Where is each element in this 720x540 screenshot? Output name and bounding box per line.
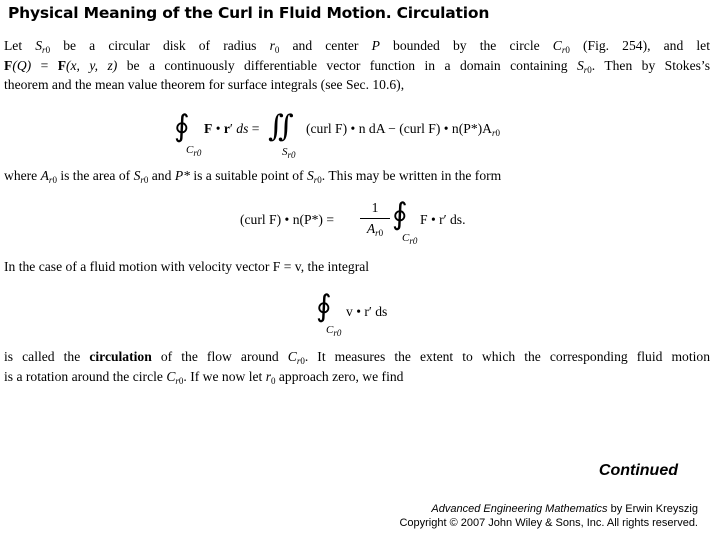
contour-integral-sign-2: ∮ [392, 198, 408, 231]
paragraph-1-line-2: F(Q) = F(x, y, z) be a continuously differentiable vector function in a domain containing $S_{r0}$. Then by Stokes’s [4, 58, 710, 75]
equation-2-integrand: F • r′ ds. [420, 212, 466, 227]
fraction-bar [360, 218, 390, 219]
equation-1-lhs: F • r′ ds = [204, 121, 260, 136]
paragraph-4-line-1: is called the circulation of the flow around $C_{r0}$. It measures the extent to which the corresponding fluid motion [4, 349, 710, 366]
equation-1-rhs: (curl F) • n dA − (curl F) • $n(P*)A_{r0}$ [306, 121, 500, 138]
double-integral-sign: ∬ [268, 110, 294, 143]
contour-integral-sign-3: ∮ [316, 290, 332, 323]
footer-copyright: Copyright © 2007 John Wiley & Sons, Inc. All rights reserved. [399, 517, 698, 529]
slide-title: Physical Meaning of the Curl in Fluid Motion. Circulation [8, 4, 490, 22]
paragraph-3: In the case of a fluid motion with velocity vector F = v, the integral [4, 259, 370, 274]
fraction-denominator: $A_{r0}$ [366, 221, 384, 238]
double-integral-subscript: $S_{r0}$ [282, 146, 296, 160]
paragraph-4-line-2: is a rotation around the circle $C_{r0}$. If we now let $r_0$ approach zero, we find [4, 369, 404, 386]
contour-integral-subscript-3: $C_{r0}$ [326, 324, 342, 338]
fraction [360, 200, 390, 238]
contour-integral-sign: ∮ [174, 110, 190, 143]
paragraph-1-line-1: Let $S_{r0}$ be a circular disk of radius $r_0$ and center P bounded by the circle $C_{r0}$ (Fig. 254), and let [4, 38, 710, 55]
paragraph-1-line-3: theorem and the mean value theorem for surface integrals (see Sec. 10.6), [4, 77, 405, 92]
fraction-numerator: 1 [371, 200, 379, 215]
contour-integral-subscript: $C_{r0}$ [186, 144, 202, 158]
footer-citation: Advanced Engineering Mathematics by Erwin Kreyszig [431, 503, 698, 515]
contour-integral-subscript-2: $C_{r0}$ [402, 232, 418, 246]
equation-3-integrand: v • r′ ds [346, 304, 388, 319]
paragraph-2: where $A_{r0}$ is the area of $S_{r0}$ and P* is a suitable point of $S_{r0}$. This may be written in the form [4, 168, 502, 185]
equation-2-lhs: (curl F) • n(P*) = [240, 212, 334, 227]
continued-label: Continued [598, 462, 678, 479]
